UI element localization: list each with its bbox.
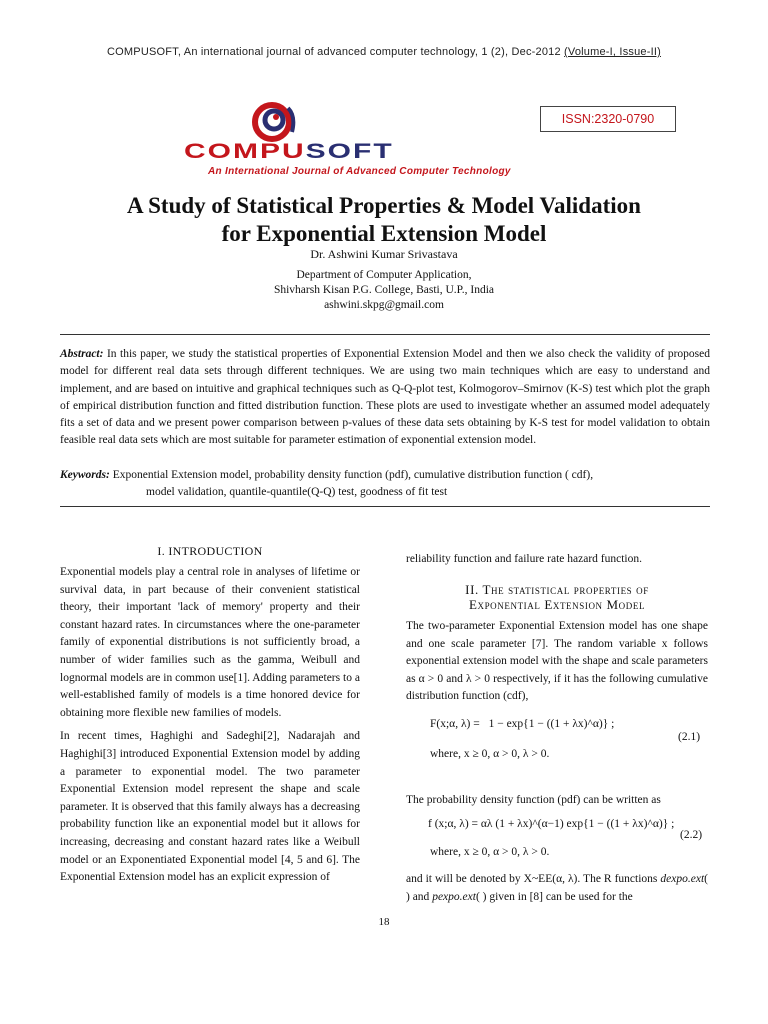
section-2-heading-line-2: Exponential Extension Model	[468, 597, 646, 612]
section-2-paragraph-3	[406, 871, 708, 906]
author-email: ashwini.skpg@gmail.com	[324, 299, 444, 311]
keywords-line-2: model validation, quantile-quantile(Q-Q) test, goodness of fit test	[146, 486, 448, 498]
section-2-heading-line-1: II. The statistical properties of	[465, 582, 649, 597]
section-1-body	[60, 564, 360, 893]
title-line-2: for Exponential Extension Model	[221, 221, 547, 246]
equation-2-1	[430, 718, 614, 730]
section-2-body	[406, 618, 708, 712]
equation-2-2: f (x;α, λ) = αλ (1 + λx)^(α−1) exp{1 − ((1 + λx)^α)} ;	[428, 818, 675, 830]
logo-word-red: COMPU	[184, 140, 306, 164]
abstract	[60, 346, 710, 450]
intro-paragraph-1: Exponential models play a central role in analyses of lifetime or survival data, in part because of their convenient statistical theory, their important 'lack of memory' property and their constant hazard rates. In circumstances where the one-parameter family of exponential distributions is not sufficiently broad, a number of wider families such as the gamma, Weibull and lognormal models are in common use[1]. Adding parameters to a well-established family of models is a time honored device for obtaining more flexible new families of models.	[60, 566, 360, 719]
abstract-text: In this paper, we study the statistical properties of Exponential Extension Model and then we also check the validity of proposed model for different real data sets through different techniques. We are using two main techniques which are easy to understand and implement, and are based on intuitive and graphical techniques such as Q-Q-plot test, Kolmogorov–Smirnov (K-S) test which plot the graph of empirical distribution function and fitted distribution function. These plots are used to investigate whether an assumed model adequately fits a set of data and we present power comparison between p-values of these data sets obtaining by K-S test for model validation to obtain feasible real data sets which are most suitable for parameter estimation of exponential extension model.	[60, 348, 711, 447]
equation-2-1-number: (2.1)	[678, 731, 701, 743]
logo-tagline: An International Journal of Advanced Computer Technology	[208, 166, 511, 177]
abstract-top-rule	[60, 334, 710, 335]
abstract-label: Abstract:	[60, 348, 104, 360]
equation-2-1-lhs: F(x;α, λ) =	[430, 718, 480, 730]
keywords-label: Keywords:	[60, 469, 110, 481]
function-dexpo-ext: dexpo.ext	[660, 873, 705, 885]
issn-box: ISSN:2320-0790	[540, 106, 676, 132]
author-name: Dr. Ashwini Kumar Srivastava	[310, 247, 458, 261]
logo-word-dark: SOFT	[305, 140, 394, 164]
journal-volume: (Volume-I, Issue-II)	[564, 46, 661, 58]
title-line-1: A Study of Statistical Properties & Model Validation	[127, 193, 641, 218]
section-2-heading	[406, 582, 708, 612]
affiliation	[0, 268, 768, 313]
paper-title	[40, 192, 728, 248]
journal-header	[0, 46, 768, 58]
paren-1: ( ) and	[406, 873, 709, 903]
section-1-continuation: reliability function and failure rate hazard function.	[406, 553, 642, 565]
journal-line: COMPUSOFT, An international journal of advanced computer technology, 1 (2), Dec-2012	[107, 46, 561, 58]
keywords	[60, 467, 710, 501]
abstract-bottom-rule	[60, 506, 710, 507]
paragraph-3-part-a: and it will be denoted by X~EE(α, λ). The R functions	[406, 873, 658, 885]
paren-2: ( )	[475, 890, 490, 903]
intro-paragraph-2: In recent times, Haghighi and Sadeghi[2], Nadarajah and Haghighi[3] introduced Exponential Extension model by adding a parameter to exponential model. The two parameter Exponential Extension model represent the shape and scale parameter. It is observed that this family always has a decreasing probability function like an exponential model but it allows for increasing, decreasing and constant hazard rates like a Weibull model or an Exponentiated Exponential model [4, 5 and 6]. The Exponential Extension model has an explicit expression of	[60, 730, 360, 884]
section-2-paragraph-1: The two-parameter Exponential Extension model has one shape and one scale parameter [7]. The random variable x follows exponential extension model with the shape and scale parameters as α > 0 and λ > 0 respectively, if it has the following cumulative distribution function (cdf),	[406, 620, 708, 703]
equation-2-2-where: where, x ≥ 0, α > 0, λ > 0.	[430, 846, 550, 858]
affiliation-dept: Department of Computer Application,	[296, 269, 472, 281]
keywords-line-1: Exponential Extension model, probability density function (pdf), cumulative distribution function ( cdf),	[112, 469, 594, 481]
page-number: 18	[378, 916, 390, 928]
equation-2-1-where: where, x ≥ 0, α > 0, λ > 0.	[430, 748, 550, 760]
pdf-intro: The probability density function (pdf) can be written as	[406, 794, 661, 806]
affiliation-college: Shivharsh Kisan P.G. College, Basti, U.P., India	[273, 284, 495, 296]
paragraph-3-part-b: given in [8] can be used for the	[489, 890, 633, 903]
equation-2-2-number: (2.2)	[680, 829, 703, 841]
logo-wordmark	[184, 140, 394, 164]
equation-2-1-rhs: 1 − exp{1 − ((1 + λx)^α)} ;	[488, 718, 615, 730]
function-pexpo-ext: pexpo.ext	[432, 890, 476, 903]
section-1-heading: I. INTRODUCTION	[157, 544, 263, 558]
